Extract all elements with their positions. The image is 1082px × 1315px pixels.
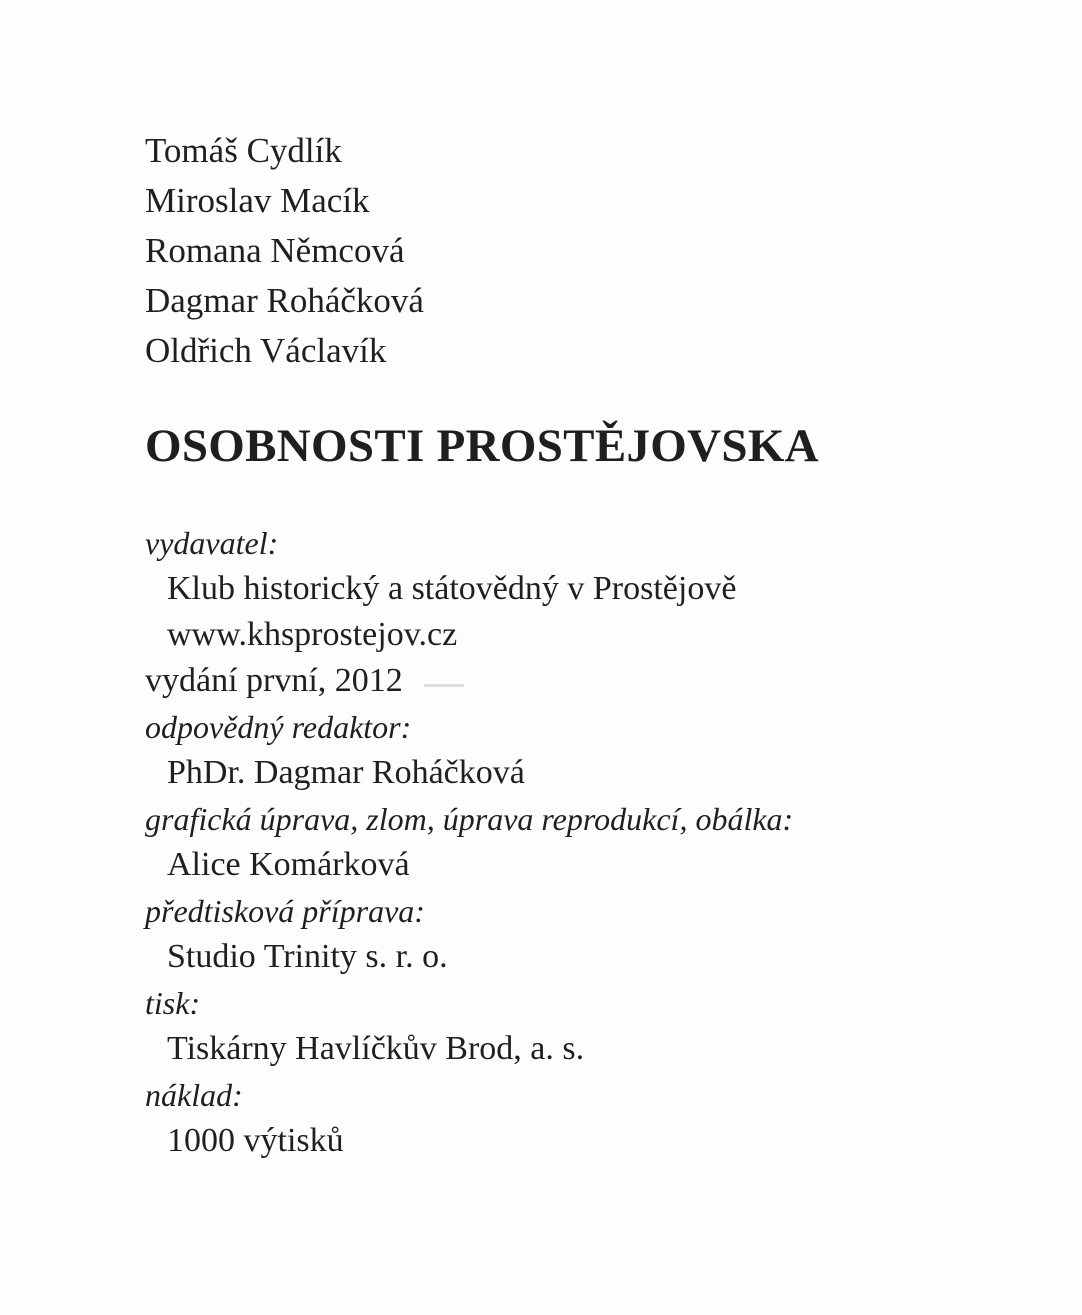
ink-smudge <box>424 684 464 687</box>
publisher-name: Klub historický a státovědný v Prostějově <box>167 570 737 607</box>
author-name: Dagmar Roháčková <box>145 281 424 320</box>
publisher-web: www.khsprostejov.cz <box>167 616 458 653</box>
publisher-label: vydavatel: <box>145 525 279 561</box>
editor-name: PhDr. Dagmar Roháčková <box>167 754 525 791</box>
prepress-label: předtisková příprava: <box>145 893 425 929</box>
design-name: Alice Komárková <box>167 846 410 883</box>
print-run-value: 1000 výtisků <box>167 1122 344 1159</box>
print-run-label: náklad: <box>145 1077 243 1113</box>
book-title: OSOBNOSTI PROSTĚJOVSKA <box>145 420 819 472</box>
edition-info: vydání první, 2012 <box>145 662 403 699</box>
print-label: tisk: <box>145 985 201 1021</box>
prepress-name: Studio Trinity s. r. o. <box>167 938 448 975</box>
print-name: Tiskárny Havlíčkův Brod, a. s. <box>167 1030 585 1067</box>
author-name: Tomáš Cydlík <box>145 131 342 170</box>
author-name: Miroslav Macík <box>145 181 370 220</box>
author-list <box>145 126 424 376</box>
editor-label: odpovědný redaktor: <box>145 709 412 745</box>
design-label: grafická úprava, zlom, úprava reprodukcí, obálka: <box>145 801 794 837</box>
author-name: Romana Němcová <box>145 231 405 270</box>
colophon <box>145 520 793 1164</box>
author-name: Oldřich Václavík <box>145 331 387 370</box>
